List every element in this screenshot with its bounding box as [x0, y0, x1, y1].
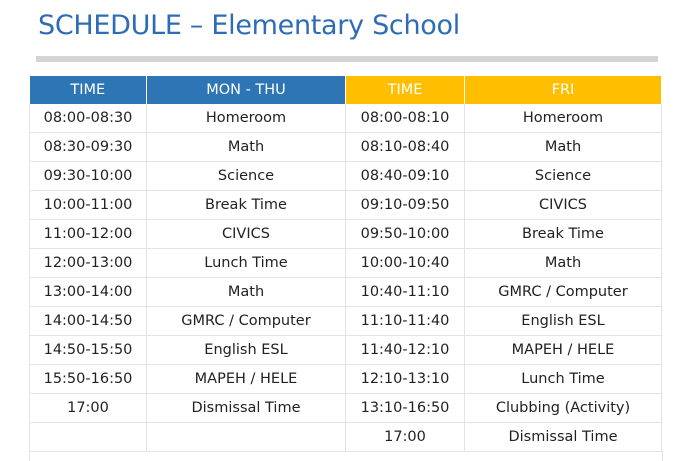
title-divider	[36, 56, 658, 62]
fri-subject-cell: Dismissal Time	[465, 423, 662, 452]
mon-thu-subject-cell: Math	[147, 133, 346, 162]
fri-subject-cell: CIVICS	[465, 191, 662, 220]
table-row	[30, 278, 662, 307]
fri-time-cell: 08:00-08:10	[346, 104, 465, 133]
mon-thu-time-cell: 14:50-15:50	[30, 336, 147, 365]
mon-thu-time-cell: 10:00-11:00	[30, 191, 147, 220]
fri-subject-cell: Lunch Time	[465, 365, 662, 394]
mon-thu-subject-cell: Math	[147, 278, 346, 307]
table-header-row	[30, 76, 662, 104]
header-time-mon-thu: TIME	[30, 76, 147, 104]
fri-subject-cell: GMRC / Computer	[465, 278, 662, 307]
schedule-body	[30, 104, 662, 452]
fri-subject-cell: Clubbing (Activity)	[465, 394, 662, 423]
header-time-fri: TIME	[346, 76, 465, 104]
table-row	[30, 423, 662, 452]
page-title: SCHEDULE – Elementary School	[38, 10, 460, 41]
fri-time-cell: 11:40-12:10	[346, 336, 465, 365]
fri-subject-cell: Math	[465, 249, 662, 278]
header-fri: FRI	[465, 76, 662, 104]
fri-time-cell: 08:40-09:10	[346, 162, 465, 191]
table-row	[30, 249, 662, 278]
mon-thu-time-cell	[30, 423, 147, 452]
fri-subject-cell: Homeroom	[465, 104, 662, 133]
mon-thu-subject-cell: Break Time	[147, 191, 346, 220]
table-row	[30, 162, 662, 191]
mon-thu-time-cell: 08:00-08:30	[30, 104, 147, 133]
table-row	[30, 220, 662, 249]
fri-time-cell: 17:00	[346, 423, 465, 452]
fri-subject-cell: English ESL	[465, 307, 662, 336]
table-row	[30, 365, 662, 394]
mon-thu-time-cell: 17:00	[30, 394, 147, 423]
table-row	[30, 133, 662, 162]
table-continuation	[29, 451, 663, 461]
fri-time-cell: 11:10-11:40	[346, 307, 465, 336]
mon-thu-subject-cell: MAPEH / HELE	[147, 365, 346, 394]
mon-thu-time-cell: 14:00-14:50	[30, 307, 147, 336]
fri-time-cell: 08:10-08:40	[346, 133, 465, 162]
mon-thu-subject-cell: Dismissal Time	[147, 394, 346, 423]
mon-thu-subject-cell: Lunch Time	[147, 249, 346, 278]
mon-thu-time-cell: 15:50-16:50	[30, 365, 147, 394]
table-row	[30, 336, 662, 365]
header-mon-thu: MON - THU	[147, 76, 346, 104]
mon-thu-time-cell: 11:00-12:00	[30, 220, 147, 249]
fri-subject-cell: MAPEH / HELE	[465, 336, 662, 365]
mon-thu-time-cell: 13:00-14:00	[30, 278, 147, 307]
table-row	[30, 307, 662, 336]
fri-time-cell: 09:10-09:50	[346, 191, 465, 220]
mon-thu-subject-cell: Science	[147, 162, 346, 191]
table-row	[30, 191, 662, 220]
schedule-table	[29, 76, 662, 452]
mon-thu-time-cell: 08:30-09:30	[30, 133, 147, 162]
fri-subject-cell: Science	[465, 162, 662, 191]
mon-thu-time-cell: 09:30-10:00	[30, 162, 147, 191]
mon-thu-subject-cell: CIVICS	[147, 220, 346, 249]
table-row	[30, 394, 662, 423]
mon-thu-subject-cell: GMRC / Computer	[147, 307, 346, 336]
mon-thu-time-cell: 12:00-13:00	[30, 249, 147, 278]
fri-time-cell: 10:40-11:10	[346, 278, 465, 307]
fri-subject-cell: Math	[465, 133, 662, 162]
mon-thu-subject-cell: English ESL	[147, 336, 346, 365]
fri-time-cell: 12:10-13:10	[346, 365, 465, 394]
mon-thu-subject-cell: Homeroom	[147, 104, 346, 133]
table-row	[30, 104, 662, 133]
fri-time-cell: 09:50-10:00	[346, 220, 465, 249]
mon-thu-subject-cell	[147, 423, 346, 452]
fri-time-cell: 13:10-16:50	[346, 394, 465, 423]
fri-time-cell: 10:00-10:40	[346, 249, 465, 278]
fri-subject-cell: Break Time	[465, 220, 662, 249]
